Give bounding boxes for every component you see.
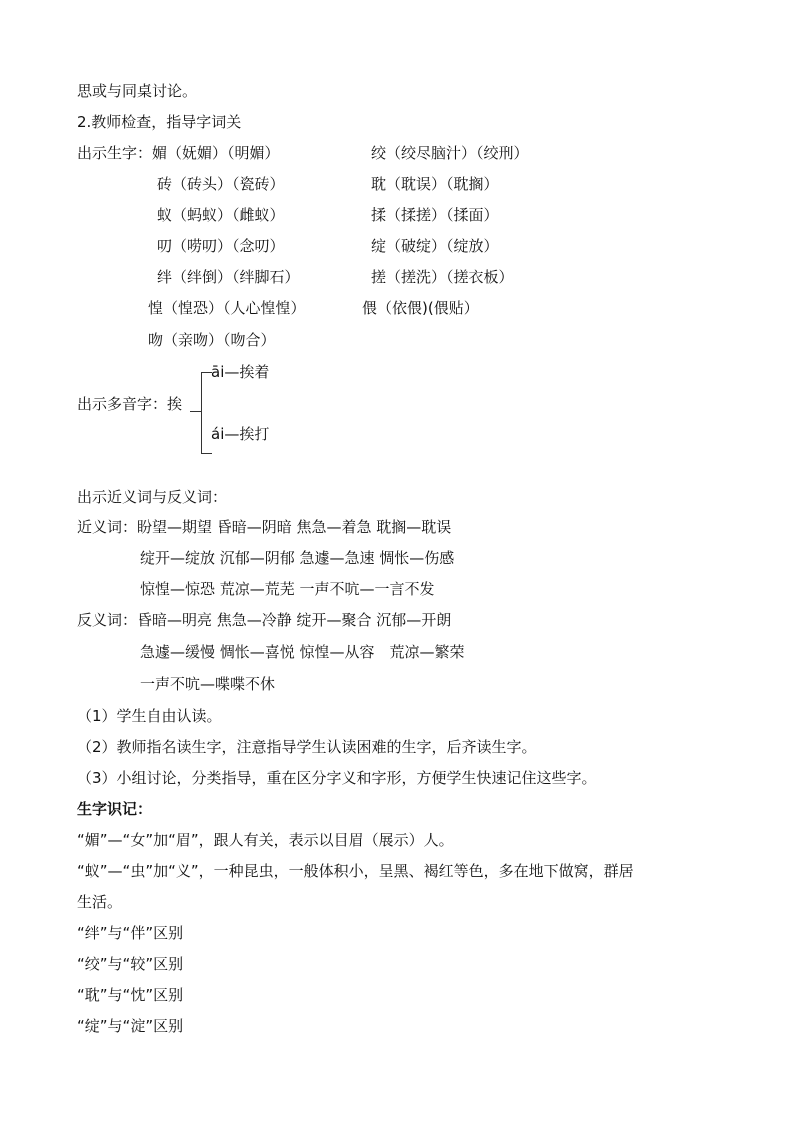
char-entry: 绊（绊倒）（绊脚石） <box>157 268 300 286</box>
char-entry: 揉（揉搓）（揉面） <box>371 206 499 224</box>
char-entry: 蚁（蚂蚁）（雌蚁） <box>157 206 285 224</box>
step-item: （2）教师指名读生字，注意指导学生认读困难的生字，后齐读生字。 <box>77 738 537 756</box>
text-line: “蚁”—“虫”加“义”，一种昆虫，一般体积小，呈黑、褐红等色，多在地下做窝，群居 <box>77 862 634 880</box>
synonym-line: 绽开—绽放 沉郁—阴郁 急遽—急速 惆怅—伤感 <box>140 549 455 567</box>
step-item: （1）学生自由认读。 <box>77 707 222 725</box>
pinyin-entry: āi—挨着 <box>211 363 270 381</box>
text-line: 思或与同桌讨论。 <box>77 82 198 100</box>
text-line: “绽”与“淀”区别 <box>77 1017 184 1035</box>
text-line: “绊”与“伴”区别 <box>77 924 184 942</box>
brace-tick <box>190 411 201 412</box>
section-heading: 生字识记： <box>77 800 153 818</box>
antonym-line: 反义词：昏暗—明亮 焦急—冷静 绽开—聚合 沉郁—开朗 <box>77 611 452 629</box>
synonym-line: 近义词：盼望—期望 昏暗—阴暗 焦急—着急 耽搁—耽误 <box>77 518 452 536</box>
polyphone-label: 出示多音字：挨 <box>77 395 183 413</box>
step-item: （3）小组讨论，分类指导，重在区分字义和字形，方便学生快速记住这些字。 <box>77 769 597 787</box>
pinyin-entry: ái—挨打 <box>211 425 270 443</box>
char-entry: 出示生字：媚（妩媚）（明媚） <box>77 144 280 162</box>
antonym-line: 一声不吭—喋喋不休 <box>140 675 276 693</box>
synonym-line: 惊惶—惊恐 荒凉—荒芜 一声不吭—一言不发 <box>140 580 435 598</box>
text-line: 生活。 <box>77 893 123 911</box>
char-entry: 叨（唠叨）（念叨） <box>157 237 285 255</box>
section-heading: 出示近义词与反义词： <box>77 488 228 506</box>
text-line: “媚”—“女”加“眉”，跟人有关，表示以目眉（展示）人。 <box>77 831 454 849</box>
char-entry: 惶（惶恐）（人心惶惶） <box>148 299 306 317</box>
char-entry: 绞（绞尽脑汁）（绞刑） <box>371 144 529 162</box>
section-heading: 2.教师检查，指导字词关 <box>77 113 242 131</box>
text-line: “绞”与“较”区别 <box>77 955 184 973</box>
char-entry: 搓（搓洗）（搓衣板） <box>371 268 514 286</box>
char-entry: 耽（耽误）（耽搁） <box>371 175 499 193</box>
char-entry: 偎（依偎)(偎贴） <box>362 299 479 317</box>
char-entry: 砖（砖头）（瓷砖） <box>157 175 285 193</box>
antonym-line: 急遽—缓慢 惆怅—喜悦 惊惶—从容 荒凉—繁荣 <box>140 643 465 661</box>
char-entry: 绽（破绽）（绽放） <box>371 237 499 255</box>
char-entry: 吻（亲吻）（吻合） <box>148 331 276 349</box>
text-line: “耽”与“忱”区别 <box>77 986 184 1004</box>
